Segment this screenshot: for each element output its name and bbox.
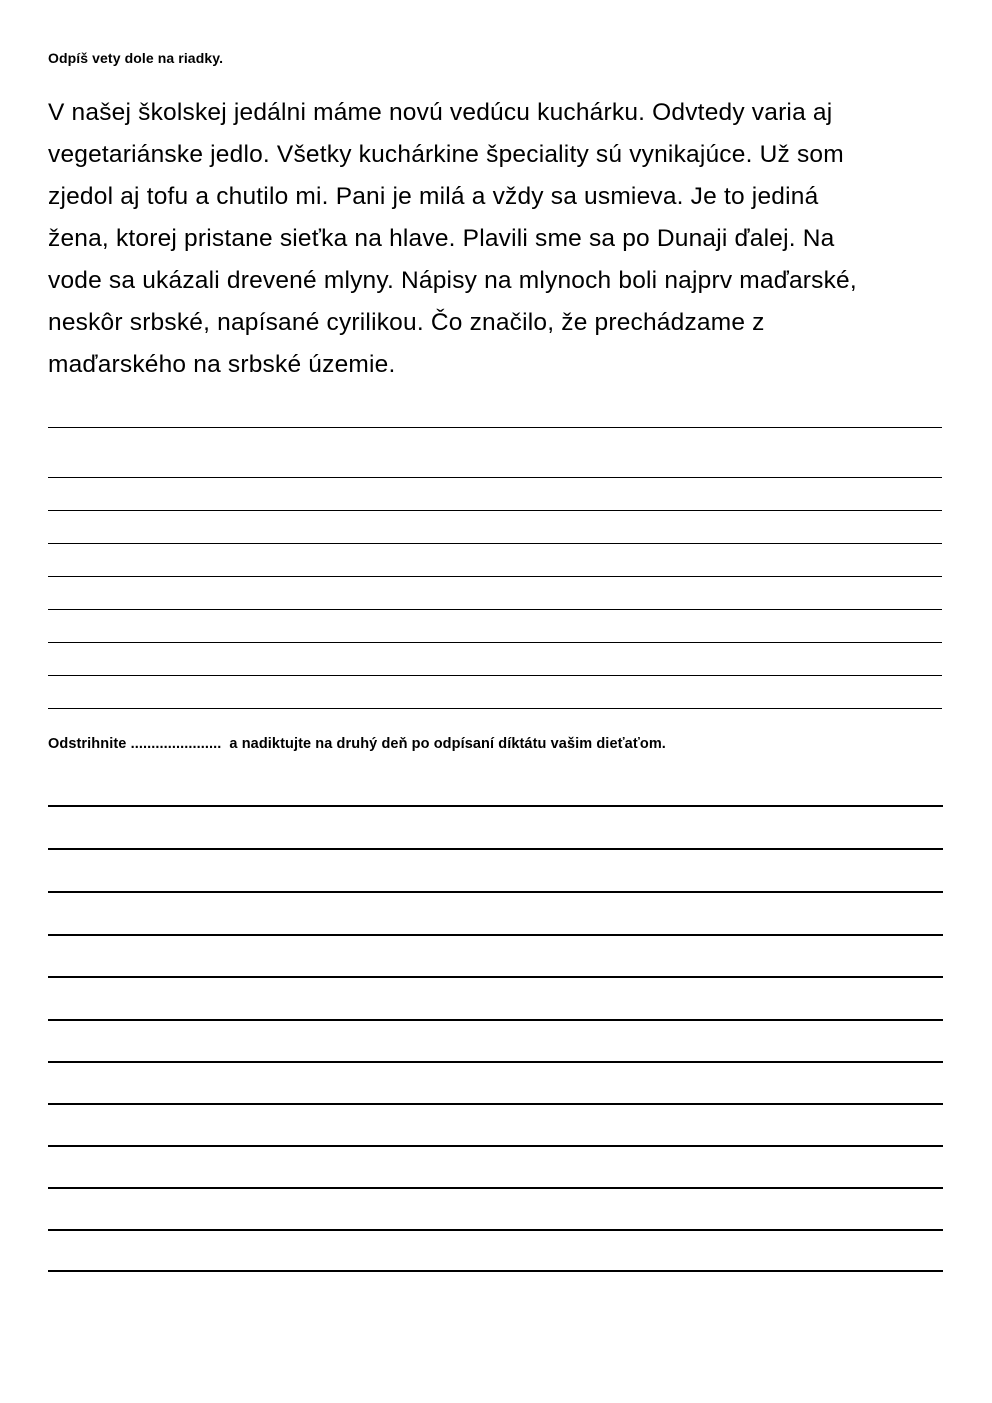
- writing-line: [48, 543, 942, 544]
- writing-line: [48, 848, 943, 850]
- writing-line: [48, 510, 942, 511]
- writing-line: [48, 1103, 943, 1105]
- passage-line: vode sa ukázali drevené mlyny. Nápisy na mlynoch boli najprv maďarské,: [48, 267, 857, 294]
- writing-line: [48, 934, 943, 936]
- writing-line: [48, 477, 942, 478]
- writing-line: [48, 576, 942, 577]
- instruction-copy: Odpíš vety dole na riadky.: [48, 50, 224, 66]
- writing-line: [48, 427, 942, 428]
- passage-text: [48, 92, 953, 386]
- instruction-cut: [48, 736, 666, 752]
- writing-line: [48, 805, 943, 807]
- writing-line: [48, 1145, 943, 1147]
- writing-line: [48, 1061, 943, 1063]
- writing-line: [48, 1187, 943, 1189]
- passage-line: vegetariánske jedlo. Všetky kuchárkine špeciality sú vynikajúce. Už som: [48, 141, 844, 168]
- writing-line: [48, 675, 942, 676]
- passage-line: zjedol aj tofu a chutilo mi. Pani je milá a vždy sa usmieva. Je to jediná: [48, 183, 819, 210]
- writing-line: [48, 891, 943, 893]
- writing-line: [48, 1229, 943, 1231]
- writing-line: [48, 609, 942, 610]
- writing-line: [48, 976, 943, 978]
- writing-line: [48, 1270, 943, 1272]
- passage-line: V našej školskej jedálni máme novú vedúcu kuchárku. Odvtedy varia aj: [48, 99, 833, 126]
- cut-note-start: Odstrihnite ......................: [48, 736, 222, 752]
- writing-line: [48, 642, 942, 643]
- writing-line: [48, 708, 942, 709]
- passage-line: neskôr srbské, napísané cyrilikou. Čo značilo, že prechádzame z: [48, 309, 765, 336]
- passage-line: žena, ktorej pristane sieťka na hlave. Plavili sme sa po Dunaji ďalej. Na: [48, 225, 835, 252]
- cut-note-end: a nadiktujte na druhý deň po odpísaní díktátu vašim dieťaťom.: [229, 736, 666, 752]
- passage-line: maďarského na srbské územie.: [48, 351, 396, 378]
- writing-line: [48, 1019, 943, 1021]
